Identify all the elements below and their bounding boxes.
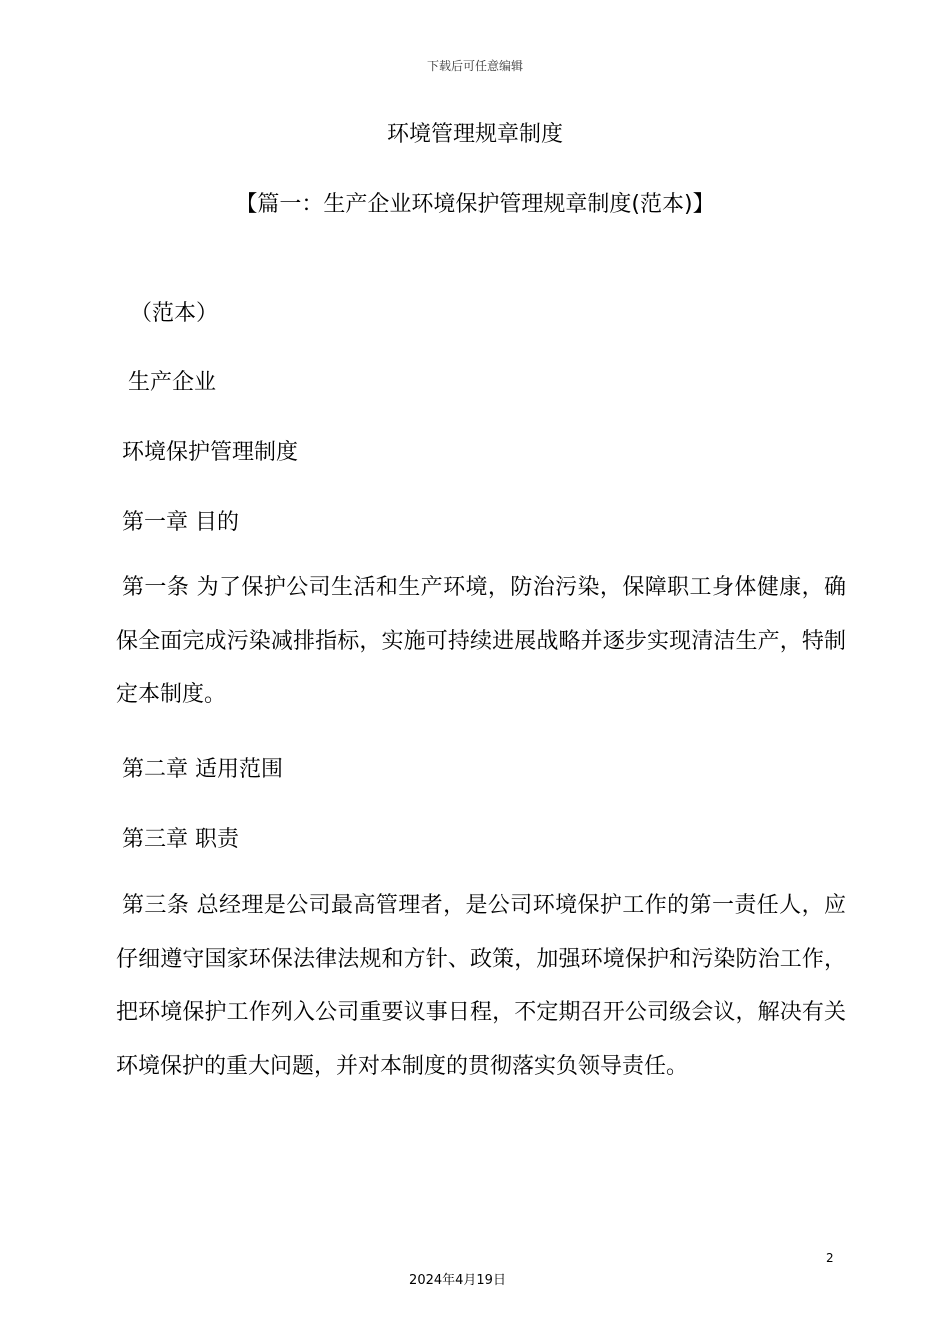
page-number: 2 [826,1251,834,1265]
document-title: 环境管理规章制度 [386,122,563,147]
document-subtitle: 【篇一：生产企业环境保护管理规章制度(范本)】 [235,192,715,217]
template-label: （范本） [130,301,219,326]
company-type-line: 生产企业 [128,370,217,395]
chapter-3-heading: 第三章 职责 [122,827,239,852]
article-1-paragraph: 第一条 为了保护公司生活和生产环境，防治污染，保障职工身体健康，确保全面完成污染减排指标，实施可持续进展战略并逐步实现清洁生产，特制定本制度。 [116,575,846,707]
chapter-2-heading: 第二章 适用范围 [122,757,283,782]
chapter-1-heading: 第一章 目的 [122,510,239,535]
article-3-paragraph: 第三条 总经理是公司最高管理者，是公司环境保护工作的第一责任人，应仔细遵守国家环保法律法规和方针、政策，加强环境保护和污染防治工作，把环境保护工作列入公司重要议事日程，不定期召开公司级会议，解决有关环境保护的重大问题，并对本制度的贯彻落实负领导责任。 [116,893,846,1079]
system-name-line: 环境保护管理制度 [122,440,299,465]
footer-date: 2024年4月19日 [409,1273,506,1288]
header-note: 下载后可任意编辑 [426,59,523,73]
